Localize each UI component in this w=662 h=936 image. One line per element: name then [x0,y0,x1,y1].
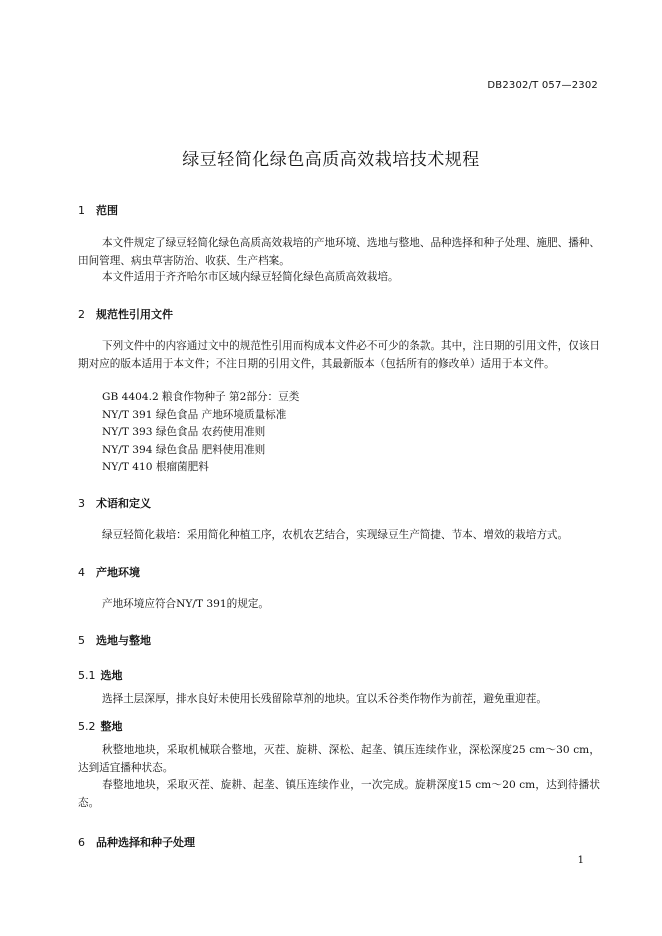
section-number: 4 [78,566,85,579]
section-title: 选地与整地 [96,634,151,647]
subsection-title: 整地 [100,720,123,733]
section-1-heading [78,202,118,218]
reference-item: NY/T 394 绿色食品 肥料使用准则 [102,444,266,456]
reference-item: NY/T 391 绿色食品 产地环境质量标准 [102,409,287,421]
section-title: 规范性引用文件 [96,308,173,321]
document-code: DB2302/T 057—2302 [487,80,598,91]
section-title: 品种选择和种子处理 [96,836,195,849]
section-6-heading [78,834,195,850]
section-number: 6 [78,836,85,849]
section-2-paragraph-1: 下列文件中的内容通过文中的规范性引用而构成本文件必不可少的条款。其中，注日期的引用文件，仅该日期对应的版本适用于本文件；不注日期的引用文件，其最新版本（包括所有的修改单）适用于本文件。 [78,340,600,370]
section-number: 3 [78,497,85,510]
reference-item: GB 4404.2 粮食作物种子 第2部分：豆类 [102,391,300,403]
subsection-number: 5.2 [78,720,96,733]
section-number: 5 [78,634,85,647]
subsection-5-1-paragraph-1: 选择土层深厚，排水良好未使用长残留除草剂的地块。宜以禾谷类作物作为前茬，避免重迎茬。 [102,693,547,705]
section-title: 产地环境 [96,566,140,579]
page-number: 1 [577,855,584,866]
section-2-heading [78,306,173,322]
subsection-title: 选地 [100,669,123,682]
section-3-paragraph-1: 绿豆轻简化栽培：采用简化种植工序，农机农艺结合，实现绿豆生产简捷、节本、增效的栽培方式。 [102,529,569,541]
section-5-heading [78,632,151,648]
subsection-5-2-paragraph-2: 春整地地块，采取灭茬、旋耕、起垄、镇压连续作业，一次完成。旋耕深度15 cm～20 cm，达到待播状态。 [78,779,600,809]
section-3-heading [78,495,151,511]
reference-item: NY/T 393 绿色食品 农药使用准则 [102,426,266,438]
section-title: 范围 [96,204,118,217]
section-4-paragraph-1: 产地环境应符合NY/T 391的规定。 [102,598,270,610]
section-number: 2 [78,308,85,321]
section-number: 1 [78,204,85,217]
section-title: 术语和定义 [96,497,151,510]
subsection-number: 5.1 [78,669,96,682]
subsection-5-2-paragraph-1: 秋整地地块，采取机械联合整地，灭茬、旋耕、深松、起垄、镇压连续作业，深松深度25 cm～30 cm，达到适宜播种状态。 [78,744,600,774]
section-1-paragraph-1: 本文件规定了绿豆轻简化绿色高质高效栽培的产地环境、选地与整地、品种选择和种子处理、施肥、播种、田间管理、病虫草害防治、收获、生产档案。 [78,237,600,267]
reference-item: NY/T 410 根瘤菌肥料 [102,461,209,473]
page-title: 绿豆轻简化绿色高质高效栽培技术规程 [182,150,480,170]
section-1-paragraph-2: 本文件适用于齐齐哈尔市区域内绿豆轻简化绿色高质高效栽培。 [102,271,399,283]
subsection-5-1-heading [78,667,123,683]
subsection-5-2-heading [78,718,123,734]
section-4-heading [78,564,140,580]
